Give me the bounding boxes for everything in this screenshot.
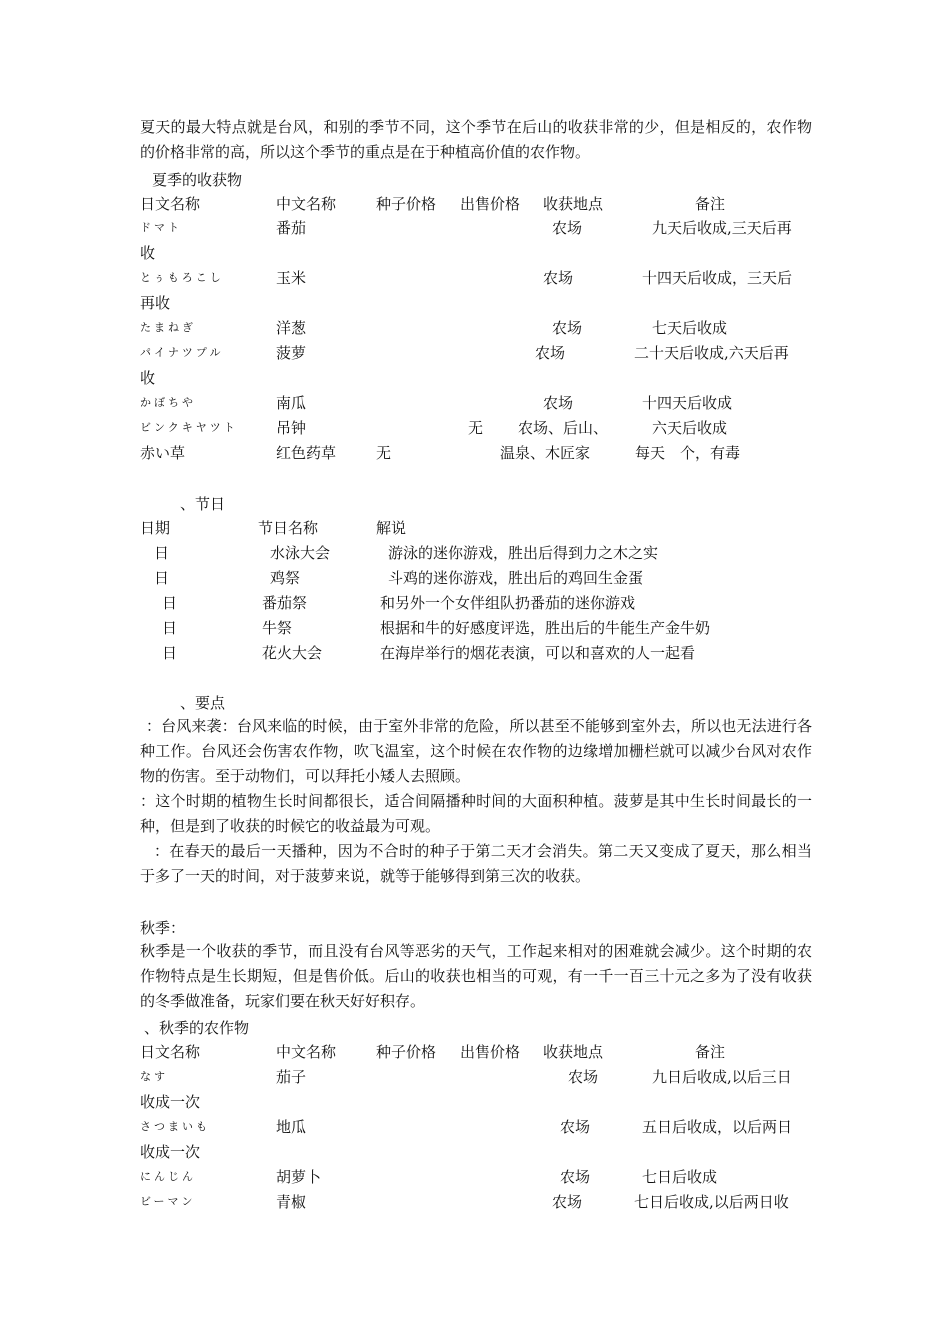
col-jp-header: 日文名称 [140,1043,201,1061]
crop-place: 农场 [543,269,574,287]
crop-cn-name: 菠萝 [276,344,307,362]
crop-jp-name: なす [140,1070,168,1083]
crop-cn-name: 茄子 [276,1068,307,1086]
col-place-header: 收获地点 [543,195,604,213]
col-note-header: 备注 [695,195,726,213]
festival-name: 牛祭 [262,619,293,637]
festival-name: 鸡祭 [270,569,301,587]
crop-note-cont: 收成一次 [140,1143,201,1161]
crop-jp-name: パイナツプル [140,346,224,359]
festival-desc-header: 解说 [376,519,407,537]
crop-place: 温泉、木匠家 [500,444,591,462]
crop-note: 七日后收成,以后两日收 [634,1193,789,1211]
point-planting: ：这个时期的植物生长时间都很长，适合间隔播种时间的大面积种植。菠萝是其中生长时间最长的一种，但是到了收获的时候它的收益最为可观。 [140,792,812,835]
festival-name: 水泳大会 [270,544,331,562]
crop-place: 农场、后山、 [518,419,609,437]
crop-place: 农场 [552,319,583,337]
crop-note: 每天 个，有毒 [635,444,741,462]
crop-place: 农场 [560,1168,591,1186]
crop-note-cont: 收成一次 [140,1093,201,1111]
crop-jp-name: とぅもろこし [140,271,224,284]
crop-note: 十四天后收成 [642,394,733,412]
point-tip: ：在春天的最后一天播种，因为不合时的种子于第二天才会消失。第二天又变成了夏天，那么相当于多了一天的时间，对于菠萝来说，就等于能够得到第三次的收获。 [140,842,812,885]
crop-note: 九日后收成,以后三日 [652,1068,792,1086]
crop-place: 农场 [535,344,566,362]
crop-seed-price: 无 [376,444,392,462]
crop-jp-name: ビンクキヤツト [140,421,238,434]
crop-cn-name: 洋葱 [276,319,307,337]
crop-note: 七日后收成 [642,1168,718,1186]
crop-place: 农场 [552,219,583,237]
crop-note-cont: 再收 [140,294,171,312]
crop-cn-name: 青椒 [276,1193,307,1211]
point-typhoon: ：台风来袭：台风来临的时候，由于室外非常的危险，所以甚至不能够到室外去，所以也无法进行各种工作。台风还会伤害农作物，吹飞温室，这个时候在农作物的边缘增加栅栏就可以减少台风对农作物的伤害。至于动物们，可以拜托小矮人去照顾。 [140,717,812,785]
crop-place: 农场 [543,394,574,412]
crop-note: 五日后收成，以后两日 [642,1118,793,1136]
crop-note: 十四天后收成，三天后 [642,269,793,287]
festival-date-header: 日期 [140,519,171,537]
crop-cn-name: 番茄 [276,219,307,237]
festival-date: 日 [162,594,178,612]
col-sell-header: 出售价格 [460,1043,521,1061]
crop-jp-name: かぼちや [140,396,196,409]
crop-note: 二十天后收成,六天后再 [634,344,789,362]
crop-cn-name: 玉米 [276,269,307,287]
col-note-header: 备注 [695,1043,726,1061]
crop-cn-name: 地瓜 [276,1118,307,1136]
festival-date: 日 [162,644,178,662]
festival-desc: 根据和牛的好感度评选，胜出后的牛能生产金牛奶 [380,619,711,637]
crop-jp-name: にんじん [140,1170,196,1183]
crop-note: 七天后收成 [652,319,728,337]
crop-sell-price: 无 [468,419,484,437]
crop-cn-name: 胡萝卜 [276,1168,322,1186]
festival-date: 日 [154,569,170,587]
crop-note: 九天后收成,三天后再 [652,219,792,237]
col-cn-header: 中文名称 [276,195,337,213]
crop-note-cont: 收 [140,244,156,262]
crop-note-cont: 收 [140,369,156,387]
autumn-crops-title: 、秋季的农作物 [144,1019,250,1037]
festival-desc: 在海岸举行的烟花表演，可以和喜欢的人一起看 [380,644,696,662]
col-cn-header: 中文名称 [276,1043,337,1061]
crop-place: 农场 [552,1193,583,1211]
col-seed-header: 种子价格 [376,1043,437,1061]
crop-jp-name: たまねぎ [140,321,196,334]
crop-place: 农场 [560,1118,591,1136]
crop-place: 农场 [568,1068,599,1086]
festival-name: 花火大会 [262,644,323,662]
points-title: 、要点 [180,694,226,712]
crop-jp-name: 赤い草 [140,444,186,462]
summer-intro: 夏天的最大特点就是台风，和别的季节不同，这个季节在后山的收获非常的少，但是相反的，农作物的价格非常的高，所以这个季节的重点是在于种植高价值的农作物。 [140,118,812,161]
autumn-heading: 秋季： [140,919,186,937]
col-jp-header: 日文名称 [140,195,201,213]
col-sell-header: 出售价格 [460,195,521,213]
festival-date: 日 [162,619,178,637]
crop-cn-name: 红色药草 [276,444,337,462]
crop-cn-name: 吊钟 [276,419,307,437]
crop-jp-name: さつまいも [140,1120,210,1133]
col-seed-header: 种子价格 [376,195,437,213]
col-place-header: 收获地点 [543,1043,604,1061]
festivals-title: 、节日 [180,495,226,513]
festival-desc: 斗鸡的迷你游戏，胜出后的鸡回生金蛋 [388,569,644,587]
autumn-intro: 秋季是一个收获的季节，而且没有台风等恶劣的天气，工作起来相对的困难就会减少。这个时期的农作物特点是生长期短，但是售价低。后山的收获也相当的可观，有一千一百三十元之多为了没有收获的冬季做准备，玩家们要在秋天好好积存。 [140,942,812,1010]
festival-name: 番茄祭 [262,594,308,612]
festival-desc: 游泳的迷你游戏，胜出后得到力之木之实 [388,544,659,562]
crop-jp-name: ビーマン [140,1195,196,1208]
festival-name-header: 节日名称 [258,519,319,537]
crop-note: 六天后收成 [652,419,728,437]
crop-cn-name: 南瓜 [276,394,307,412]
summer-crops-title: 夏季的收获物 [152,171,243,189]
festival-desc: 和另外一个女伴组队扔番茄的迷你游戏 [380,594,636,612]
crop-jp-name: ドマト [140,221,182,234]
festival-date: 日 [154,544,170,562]
